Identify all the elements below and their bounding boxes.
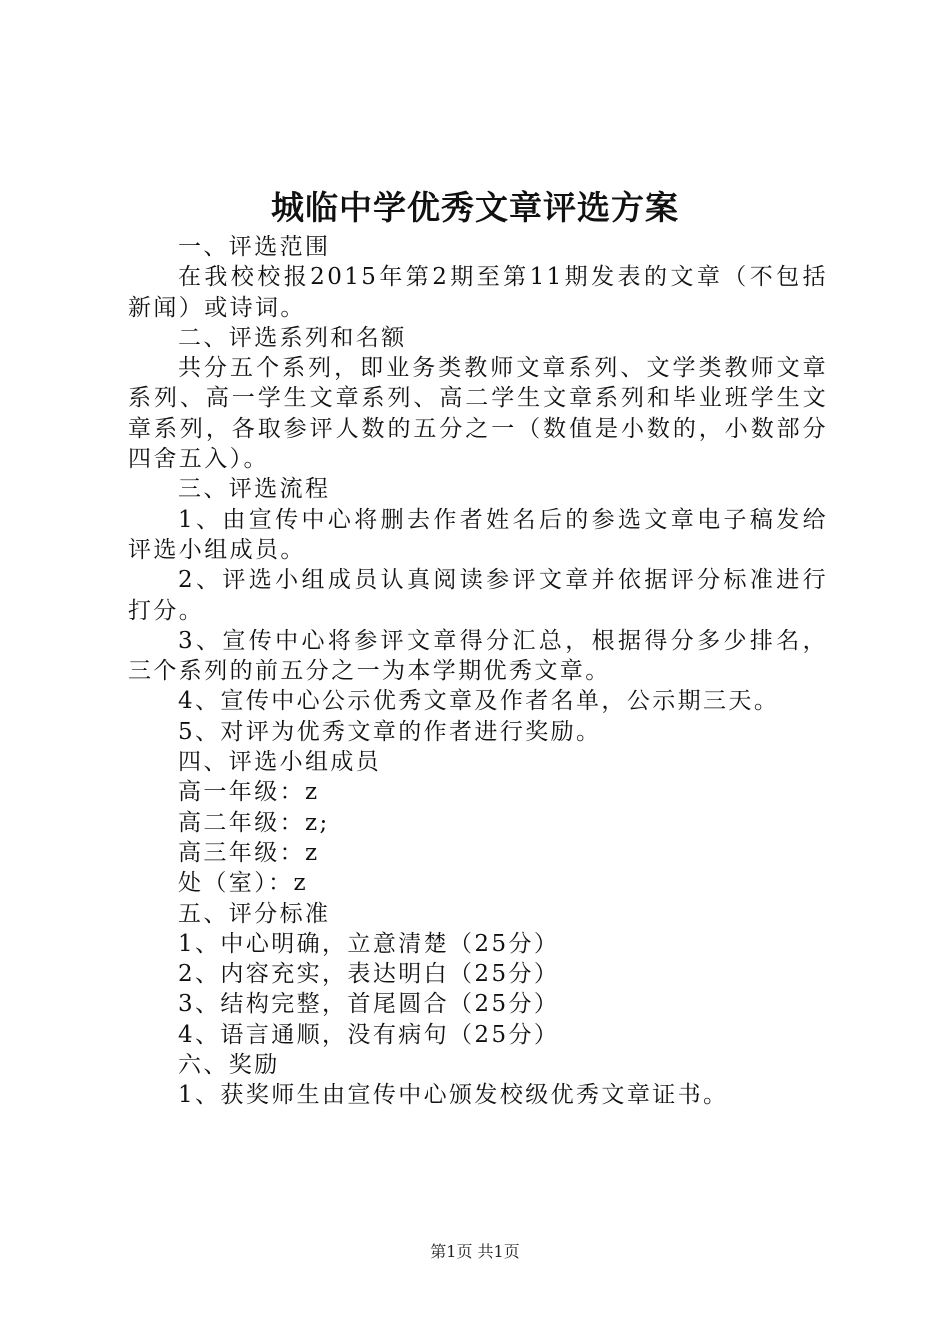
section-heading-scope: 一、评选范围 — [178, 234, 331, 260]
document-body — [128, 232, 828, 1111]
member-grade-1: 高一年级：z — [178, 779, 320, 806]
member-grade-2: 高二年级：z; — [178, 809, 330, 836]
section-heading-process: 三、评选流程 — [178, 476, 331, 503]
criterion-2: 2、内容充实，表达明白（25分） — [178, 961, 560, 988]
section-heading-criteria: 五、评分标准 — [178, 900, 331, 927]
page-footer: 第1页 共1页 — [430, 1242, 520, 1261]
award-item-1: 1、获奖师生由宣传中心颁发校级优秀文章证书。 — [178, 1082, 729, 1109]
criterion-1: 1、中心明确，立意清楚（25分） — [178, 930, 560, 957]
document-title: 城临中学优秀文章评选方案 — [271, 188, 679, 227]
section-heading-awards: 六、奖励 — [178, 1052, 280, 1079]
process-step-1: 1、由宣传中心将删去作者姓名后的参选文章电子稿发给评选小组成员。 — [128, 506, 828, 563]
process-step-4: 4、宣传中心公示优秀文章及作者名单，公示期三天。 — [178, 688, 780, 715]
paragraph-series: 共分五个系列，即业务类教师文章系列、文学类教师文章系列、高一学生文章系列、高二学生文章系列和毕业班学生文章系列，各取参评人数的五分之一（数值是小数的，小数部分四舍五入）。 — [128, 355, 828, 473]
member-grade-3: 高三年级：z — [178, 839, 320, 866]
paragraph-scope: 在我校校报2015年第2期至第11期发表的文章（不包括新闻）或诗词。 — [128, 264, 828, 321]
member-office: 处（室）：z — [178, 870, 309, 897]
criterion-3: 3、结构完整，首尾圆合（25分） — [178, 991, 560, 1018]
process-step-5: 5、对评为优秀文章的作者进行奖励。 — [178, 718, 602, 745]
section-heading-series: 二、评选系列和名额 — [178, 324, 407, 351]
section-heading-members: 四、评选小组成员 — [178, 749, 382, 776]
criterion-4: 4、语言通顺，没有病句（25分） — [178, 1021, 560, 1048]
process-step-3: 3、宣传中心将参评文章得分汇总，根据得分多少排名，三个系列的前五分之一为本学期优秀文章。 — [128, 627, 828, 685]
process-step-2: 2、评选小组成员认真阅读参评文章并依据评分标准进行打分。 — [128, 567, 828, 624]
